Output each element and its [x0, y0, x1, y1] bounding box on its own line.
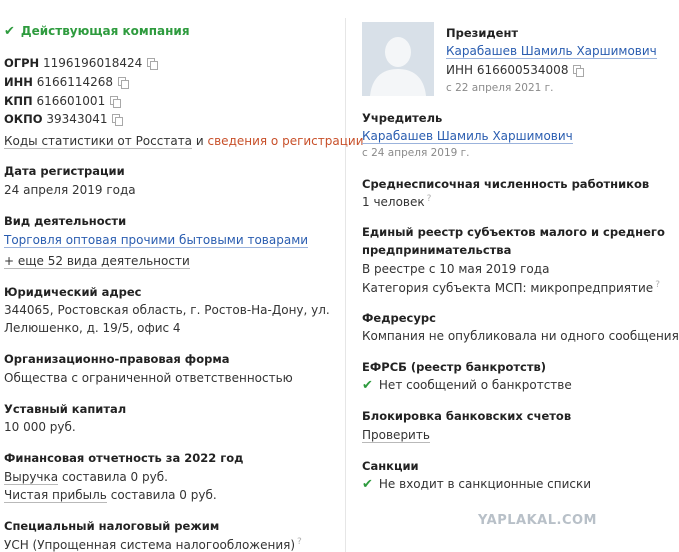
- stats-row: [4, 134, 364, 148]
- registration-info-link[interactable]: сведения о регистрации: [207, 134, 364, 148]
- activity-label: Вид деятельности: [4, 214, 127, 228]
- stats-and: и: [195, 134, 204, 148]
- legal-form-label: Организационно-правовая форма: [4, 352, 230, 366]
- check-icon: ✔: [4, 24, 15, 39]
- sanctions-label: Санкции: [362, 459, 419, 473]
- activity-link[interactable]: Торговля оптовая прочими бытовыми товарами: [4, 233, 309, 247]
- block-label: Блокировка банковских счетов: [362, 409, 572, 423]
- copy-icon[interactable]: [118, 77, 127, 87]
- check-icon: ✔: [362, 477, 373, 492]
- reg-date-value: 24 апреля 2019 года: [4, 183, 136, 197]
- revenue-value: составила 0 руб.: [61, 470, 168, 484]
- status-text: Действующая компания: [20, 24, 190, 38]
- finance-label: Финансовая отчетность за 2022 год: [4, 451, 244, 465]
- kpp-row: [4, 94, 119, 108]
- ogrn-row: [4, 56, 156, 70]
- okpo-value: 39343041: [46, 112, 108, 126]
- president-name-link[interactable]: Карабашев Шамиль Харшимович: [446, 44, 657, 58]
- profit-row: [4, 488, 217, 502]
- founder-name-link[interactable]: Карабашев Шамиль Харшимович: [362, 129, 573, 143]
- ogrn-value: 1196196018424: [43, 56, 143, 70]
- revenue-row: [4, 470, 168, 484]
- column-divider: [345, 18, 346, 552]
- efrsb-value: Нет сообщений о банкротстве: [378, 378, 572, 392]
- check-icon: ✔: [362, 378, 373, 393]
- revenue-link[interactable]: Выручка: [4, 470, 59, 484]
- profit-link[interactable]: Чистая прибыль: [4, 488, 107, 502]
- stats-codes-link[interactable]: Коды статистики от Росстата: [4, 134, 193, 148]
- msp-label-line2: предпринимательства: [362, 243, 512, 257]
- copy-icon[interactable]: [147, 58, 156, 68]
- tax-value: УСН (Упрощенная система налогообложения): [4, 538, 296, 552]
- sanctions-row: [362, 477, 591, 492]
- address-label: Юридический адрес: [4, 285, 142, 299]
- founder-label: Учредитель: [362, 111, 443, 125]
- ogrn-label: ОГРН: [4, 56, 40, 70]
- address-line1: 344065, Ростовская область, г. Ростов-На-Дону, ул.: [4, 303, 330, 317]
- tax-row: [4, 537, 302, 552]
- employees-value: 1 человек: [362, 195, 425, 209]
- reg-date-label: Дата регистрации: [4, 164, 125, 178]
- kpp-value: 616601001: [36, 94, 106, 108]
- founder-since: с 24 апреля 2019 г.: [362, 147, 470, 159]
- msp-registry-date: В реестре с 10 мая 2019 года: [362, 262, 550, 276]
- tax-label: Специальный налоговый режим: [4, 519, 220, 533]
- copy-icon[interactable]: [573, 65, 582, 75]
- check-block-button[interactable]: Проверить: [362, 428, 430, 442]
- president-label: Президент: [446, 26, 519, 40]
- sanctions-value: Не входит в санкционные списки: [378, 477, 592, 491]
- inn-value: 6166114268: [36, 75, 114, 89]
- help-icon[interactable]: ?: [297, 537, 302, 547]
- capital-value: 10 000 руб.: [4, 420, 76, 434]
- efrsb-row: [362, 378, 572, 393]
- help-icon[interactable]: ?: [655, 280, 660, 290]
- legal-form-value: Общества с ограниченной ответственностью: [4, 371, 293, 385]
- address-line2: Лелюшенко, д. 19/5, офис 4: [4, 321, 181, 335]
- kpp-label: КПП: [4, 94, 33, 108]
- inn-row: [4, 75, 127, 89]
- fedresurs-value: Компания не опубликовала ни одного сообщения: [362, 329, 679, 343]
- president-inn-row: [446, 63, 582, 77]
- person-silhouette-icon: [362, 22, 434, 96]
- capital-label: Уставный капитал: [4, 402, 127, 416]
- watermark: YAPLAKAL.COM: [478, 513, 597, 528]
- okpo-label: ОКПО: [4, 112, 43, 126]
- president-inn: ИНН 616600534008: [446, 63, 569, 77]
- company-status: [4, 24, 190, 39]
- msp-category: Категория субъекта МСП: микропредприятие: [362, 281, 654, 295]
- help-icon[interactable]: ?: [426, 194, 432, 204]
- employees-row: [362, 194, 431, 209]
- activity-more-link[interactable]: + еще 52 вида деятельности: [4, 254, 190, 268]
- msp-category-row: [362, 280, 660, 295]
- inn-label: ИНН: [4, 75, 33, 89]
- employees-label: Среднесписочная численность работников: [362, 177, 650, 191]
- copy-icon[interactable]: [110, 96, 119, 106]
- efrsb-label: ЕФРСБ (реестр банкротств): [362, 360, 547, 374]
- msp-label-line1: Единый реестр субъектов малого и среднего: [362, 225, 665, 239]
- president-since: с 22 апреля 2021 г.: [446, 82, 554, 94]
- profit-value: составила 0 руб.: [110, 488, 217, 502]
- fedresurs-label: Федресурс: [362, 311, 436, 325]
- okpo-row: [4, 112, 121, 126]
- copy-icon[interactable]: [112, 114, 121, 124]
